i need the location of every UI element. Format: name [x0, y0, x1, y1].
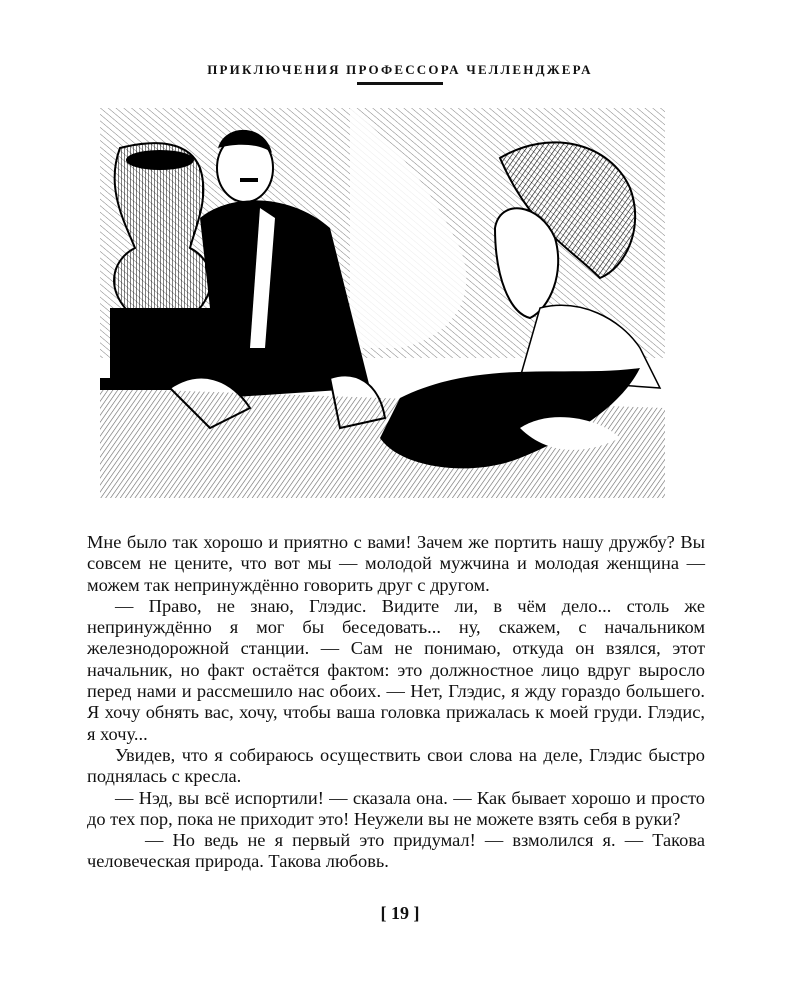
- paragraph: Увидев, что я собираюсь осуществить свои слова на деле, Глэдис быстро поднялась с кресла.: [87, 744, 705, 787]
- engraving-illustration: [100, 108, 665, 498]
- body-text: [87, 532, 705, 873]
- header-rule: [357, 82, 443, 85]
- illustration-svg: [100, 108, 665, 498]
- page-number: [ 19 ]: [380, 903, 420, 923]
- paragraph: — Право, не знаю, Глэдис. Видите ли, в чём дело... столь же непринуждённо я мог бы беседовать... ну, скажем, с начальником железнодорожной станции. — Сам не понимаю, откуда он взялся, этот начальник, но факт остаётся фактом: это должностное лицо вдруг выросло перед нами и рассмешило нас обоих. — Нет, Глэдис, я жду гораздо большего. Я хочу обнять вас, хочу, чтобы ваша головка прижалась к моей груди. Глэдис, я хочу...: [87, 595, 705, 744]
- paragraph: — Нэд, вы всё испортили! — сказала она. — Как бывает хорошо и просто до тех пор, пока не приходит это! Неужели вы не можете взять себя в руки?: [87, 787, 705, 829]
- running-head: ПРИКЛЮЧЕНИЯ ПРОФЕССОРА ЧЕЛЛЕНДЖЕРА: [207, 62, 593, 77]
- paragraph: — Но ведь не я первый это придумал! — взмолился я. — Такова человеческая природа. Такова любовь.: [87, 830, 705, 872]
- paragraph: Мне было так хорошо и приятно с вами! Зачем же портить нашу дружбу? Вы совсем не цените, что вот мы — молодой мужчина и молодая женщина — можем так непринуждённо говорить друг с другом.: [87, 532, 705, 595]
